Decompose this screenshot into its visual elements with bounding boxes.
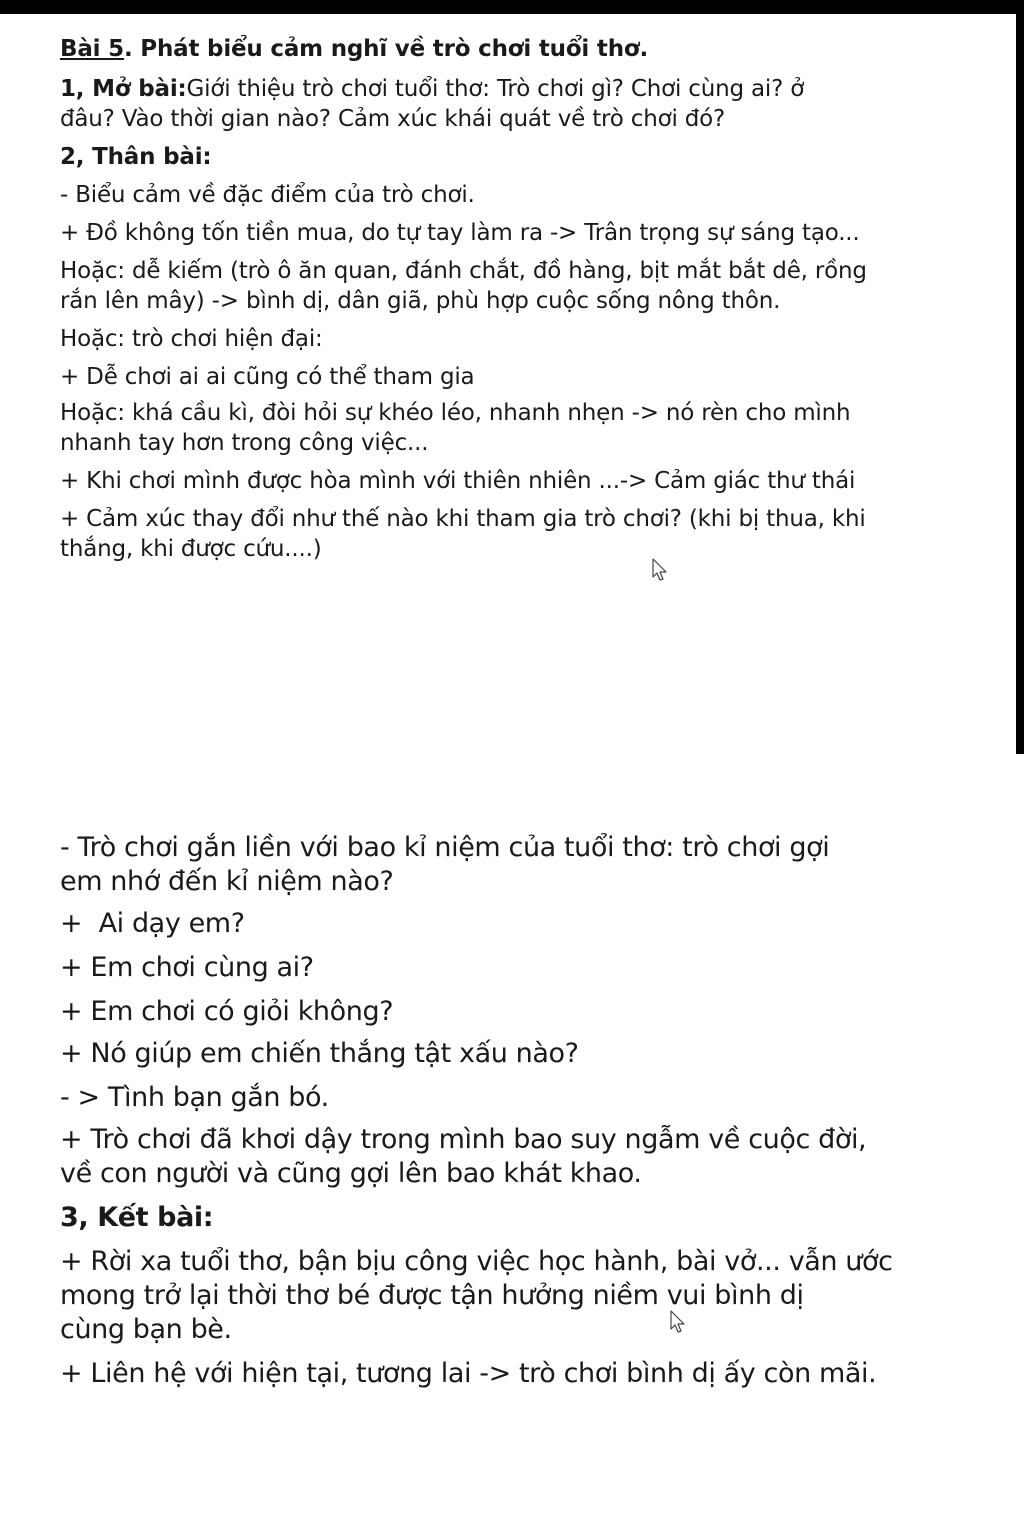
- text-line: + Khi chơi mình được hòa mình với thiên nhiên ...-> Cảm giác thư thái: [60, 468, 856, 494]
- text-line: + Liên hệ với hiện tại, tương lai -> trò chơi bình dị ấy còn mãi.: [60, 1358, 877, 1389]
- text-line: - Trò chơi gắn liền với bao kỉ niệm của tuổi thơ: trò chơi gợi: [60, 832, 830, 863]
- slide-title: [60, 34, 648, 64]
- slide-2: [0, 754, 1024, 1514]
- than-bai-label: 2, Thân bài:: [60, 144, 212, 170]
- mo-bai-text: Giới thiệu trò chơi tuổi thơ: Trò chơi gì? Chơi cùng ai? ở: [186, 76, 805, 102]
- text-line: mong trở lại thời thơ bé được tận hưởng niềm vui bình dị: [60, 1280, 804, 1311]
- top-black-band: [0, 0, 1024, 14]
- text-line: Hoặc: khá cầu kì, đòi hỏi sự khéo léo, nhanh nhẹn -> nó rèn cho mình: [60, 400, 851, 426]
- text-line: thắng, khi được cứu....): [60, 536, 322, 562]
- text-line: + Rời xa tuổi thơ, bận bịu công việc học hành, bài vở... vẫn ước: [60, 1246, 893, 1277]
- mo-bai-line-2: đâu? Vào thời gian nào? Cảm xúc khái quát về trò chơi đó?: [60, 106, 726, 132]
- text-line: Hoặc: trò chơi hiện đại:: [60, 326, 323, 352]
- text-line: + Đồ không tốn tiền mua, do tự tay làm ra -> Trân trọng sự sáng tạo...: [60, 220, 860, 246]
- slide-1-right-edge: [1016, 14, 1024, 754]
- slide-1: [0, 14, 1016, 754]
- text-line: + Em chơi có giỏi không?: [60, 996, 394, 1027]
- text-line: + Ai dạy em?: [60, 908, 245, 939]
- text-line: về con người và cũng gợi lên bao khát khao.: [60, 1158, 642, 1189]
- text-line: + Em chơi cùng ai?: [60, 952, 314, 983]
- text-line: rắn lên mây) -> bình dị, dân giã, phù hợp cuộc sống nông thôn.: [60, 288, 781, 314]
- title-prefix: Bài 5: [60, 36, 124, 62]
- text-line: cùng bạn bè.: [60, 1314, 232, 1345]
- text-line: + Trò chơi đã khơi dậy trong mình bao suy ngẫm về cuộc đời,: [60, 1124, 867, 1155]
- text-line: - > Tình bạn gắn bó.: [60, 1082, 329, 1113]
- text-line: Hoặc: dễ kiếm (trò ô ăn quan, đánh chắt, đồ hàng, bịt mắt bắt dê, rồng: [60, 258, 867, 284]
- text-line: + Nó giúp em chiến thắng tật xấu nào?: [60, 1038, 579, 1069]
- text-line: + Cảm xúc thay đổi như thế nào khi tham gia trò chơi? (khi bị thua, khi: [60, 506, 866, 532]
- title-rest: . Phát biểu cảm nghĩ về trò chơi tuổi thơ.: [123, 36, 649, 62]
- ket-bai-label: 3, Kết bài:: [60, 1202, 214, 1233]
- text-line: - Biểu cảm về đặc điểm của trò chơi.: [60, 182, 475, 208]
- mo-bai-line-1: [60, 74, 804, 104]
- text-line: em nhớ đến kỉ niệm nào?: [60, 866, 394, 897]
- mouse-pointer-icon: [670, 1310, 686, 1334]
- mouse-pointer-icon: [652, 558, 668, 582]
- text-line: + Dễ chơi ai ai cũng có thể tham gia: [60, 364, 475, 390]
- mo-bai-label: 1, Mở bài:: [60, 76, 187, 102]
- text-line: nhanh tay hơn trong công việc...: [60, 430, 429, 456]
